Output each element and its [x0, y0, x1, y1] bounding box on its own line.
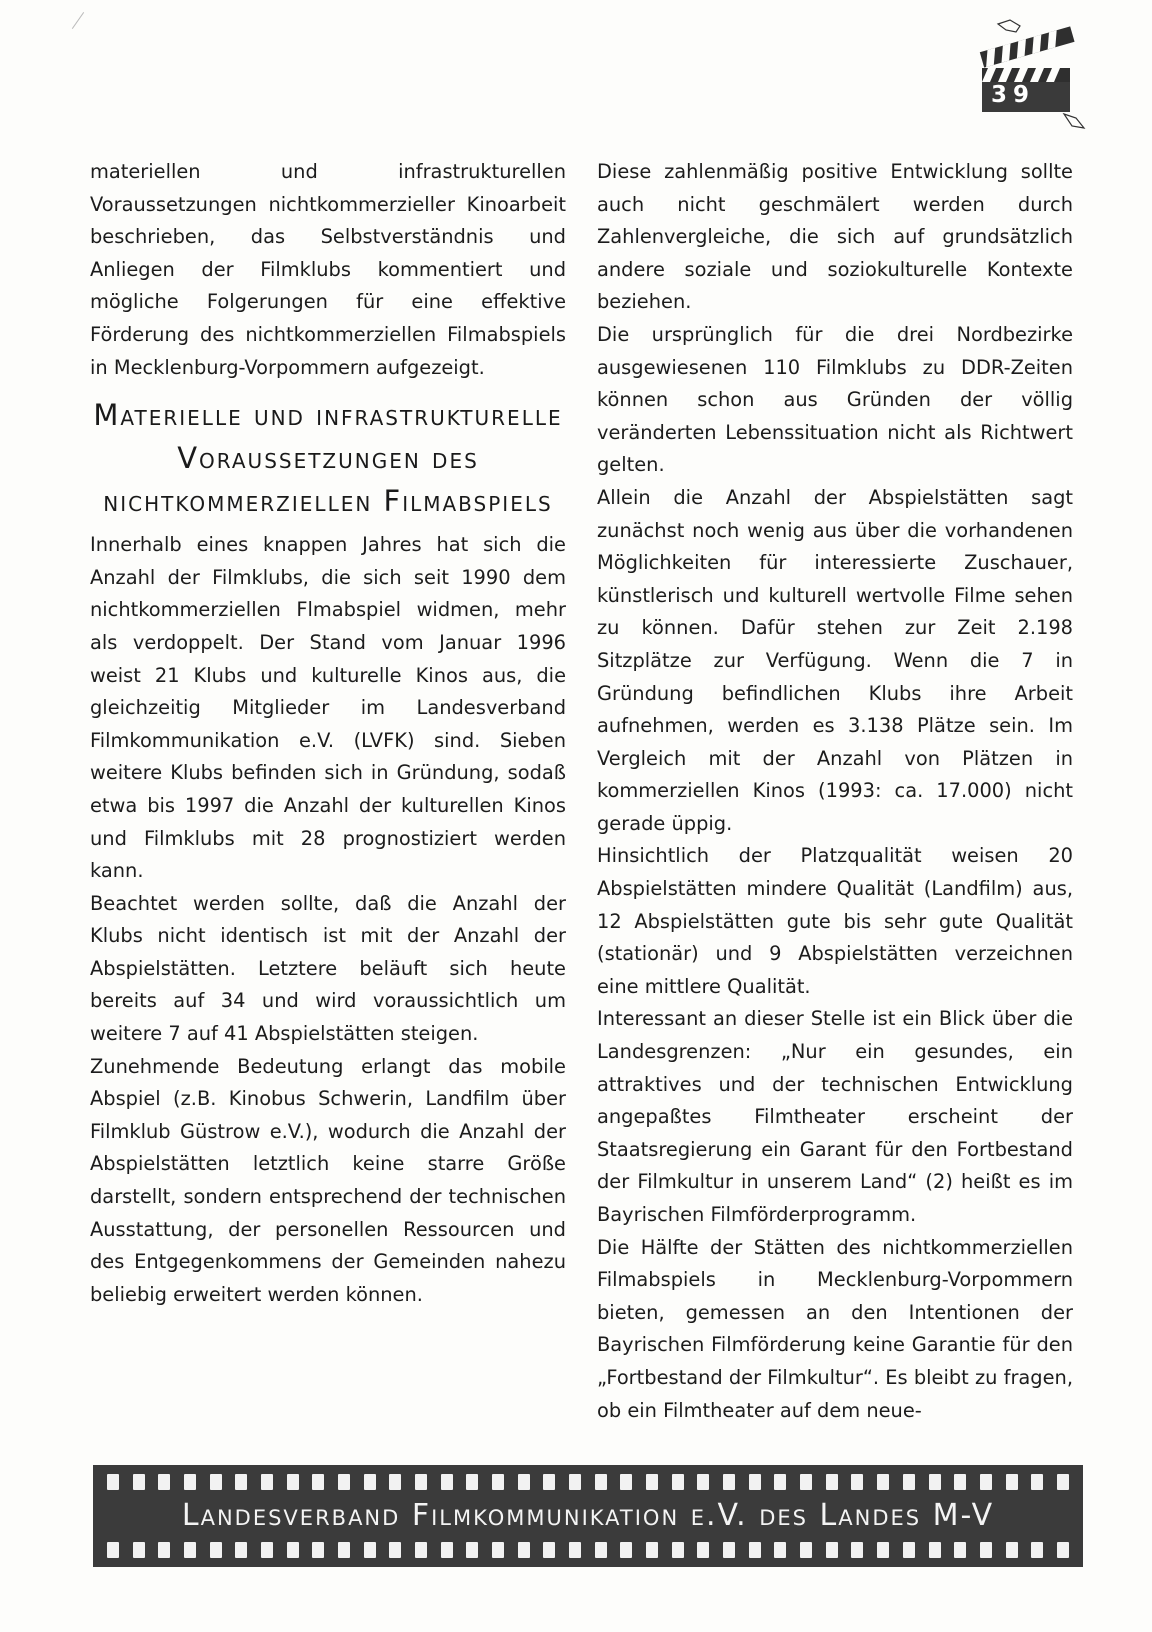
- sprocket-hole: [774, 1542, 786, 1558]
- sprocket-hole: [929, 1474, 941, 1490]
- sprocket-hole: [389, 1542, 401, 1558]
- sprocket-hole: [620, 1474, 632, 1490]
- sprocket-hole: [749, 1474, 761, 1490]
- sprocket-hole: [287, 1474, 299, 1490]
- sprocket-hole: [107, 1542, 119, 1558]
- sprocket-hole: [518, 1474, 530, 1490]
- sprocket-hole: [338, 1474, 350, 1490]
- sprocket-hole: [441, 1542, 453, 1558]
- sprocket-hole: [441, 1474, 453, 1490]
- body-paragraph: Innerhalb eines knappen Jahres hat sich die Anzahl der Filmklubs, die sich seit 1990 dem nichtkommerziellen Flmabspiel widmen, mehr als verdoppelt. Der Stand vom Januar 1996 weist 21 Klubs und kulturelle Kinos aus, die gleichzeitig Mitglieder im Landesverband Filmkommunikation e.V. (LVFK) sind. Sieben weitere Klubs befinden sich in Gründung, sodaß etwa bis 1997 die Anzahl der kulturellen Kinos und Filmklubs mit 28 prognostiziert werden kann.: [90, 533, 566, 883]
- intro-paragraph: materiellen und infrastrukturellen Voraussetzungen nichtkommerzieller Kinoarbeit beschrieben, das Selbstverständnis und Anliegen der Filmklubs kommentiert und mögliche Folgerungen für eine effektive Förderung des nichtkommerziellen Filmabspiels in Mecklenburg-Vorpommern aufgezeigt.: [90, 160, 566, 379]
- sprocket-hole: [646, 1542, 658, 1558]
- body-paragraph: Hinsichtlich der Platzqualität weisen 20 Abspielstätten mindere Qualität (Landfilm) aus, 12 Abspielstätten gute bis sehr gute Qualität (stationär) und 9 Abspielstätten verzeichnen eine mittlere Qualität.: [597, 844, 1073, 998]
- sprocket-hole: [210, 1542, 222, 1558]
- sprocket-hole: [1031, 1474, 1043, 1490]
- left-column: [90, 156, 566, 1311]
- sprocket-hole: [929, 1542, 941, 1558]
- sprocket-hole: [800, 1542, 812, 1558]
- sprocket-hole: [877, 1542, 889, 1558]
- sprocket-hole: [158, 1474, 170, 1490]
- sprocket-hole: [954, 1474, 966, 1490]
- sprocket-hole: [133, 1542, 145, 1558]
- sprocket-hole: [980, 1474, 992, 1490]
- sprocket-hole: [133, 1474, 145, 1490]
- sprocket-hole: [903, 1542, 915, 1558]
- sprocket-hole: [184, 1474, 196, 1490]
- sprocket-hole: [851, 1474, 863, 1490]
- body-paragraph: Die Hälfte der Stätten des nichtkommerziellen Filmabspiels in Mecklenburg-Vorpommern bieten, gemessen an den Intentionen der Bayrischen Filmförderung keine Garantie für den „Fortbestand der Filmkultur“. Es bleibt zu fragen, ob ein Filmtheater auf dem neue-: [597, 1235, 1073, 1422]
- sprocket-hole: [672, 1542, 684, 1558]
- sprocket-hole: [1057, 1474, 1069, 1490]
- sprocket-hole: [851, 1542, 863, 1558]
- body-paragraph: Beachtet werden sollte, daß die Anzahl der Klubs nicht identisch ist mit der Anzahl der Abspielstätten. Letztere beläuft sich heute bereits auf 34 und wird voraussichtlich um weitere 7 auf 41 Abspielstätten steigen.: [90, 891, 566, 1046]
- sprocket-hole: [466, 1542, 478, 1558]
- sprocket-hole: [595, 1474, 607, 1490]
- sprocket-hole: [235, 1542, 247, 1558]
- sprocket-hole: [184, 1542, 196, 1558]
- sprocket-hole: [723, 1474, 735, 1490]
- sprocket-hole: [338, 1542, 350, 1558]
- body-paragraph: Interessant an dieser Stelle ist ein Blick über die Landesgrenzen: „Nur ein gesundes, ein attraktives und der technischen Entwicklung angepaßtes Filmtheater erscheint der Staatsregierung ein Garant für den Fortbestand der Filmkultur in unserem Land“ (2) heißt es im Bayrischen Filmförderprogramm.: [597, 1007, 1073, 1226]
- sprocket-hole: [287, 1542, 299, 1558]
- sprocket-hole: [569, 1542, 581, 1558]
- sprocket-hole: [800, 1474, 812, 1490]
- section-heading: Materielle und infrastrukturelle Voraussetzungen des nichtkommerziellen Filmabspiels: [93, 398, 563, 519]
- sprocket-hole: [595, 1542, 607, 1558]
- sprocket-hole: [1031, 1542, 1043, 1558]
- sprocket-hole: [1006, 1474, 1018, 1490]
- sprocket-hole: [107, 1474, 119, 1490]
- sprocket-hole: [415, 1474, 427, 1490]
- body-paragraph: Die ursprünglich für die drei Nordbezirke ausgewiesenen 110 Filmklubs zu DDR-Zeiten können schon aus Gründen der völlig veränderten Lebenssituation nicht als Richtwert gelten.: [597, 322, 1073, 477]
- clapperboard-icon: [976, 18, 1086, 130]
- sprocket-hole: [1057, 1542, 1069, 1558]
- body-paragraph: Diese zahlenmäßig positive Entwicklung sollte auch nicht geschmälert werden durch Zahlenvergleiche, die sich auf grundsätzlich andere soziale und soziokulturelle Kontexte beziehen.: [597, 160, 1073, 314]
- scan-mark: [72, 12, 84, 29]
- sprocket-row-bottom: [93, 1542, 1083, 1558]
- right-column: [597, 156, 1073, 1427]
- sprocket-hole: [543, 1542, 555, 1558]
- sprocket-hole: [980, 1542, 992, 1558]
- body-paragraph: Zunehmende Bedeutung erlangt das mobile Abspiel (z.B. Kinobus Schwerin, Landfilm über Filmklub Güstrow e.V.), wodurch die Anzahl der Abspielstätten letztlich keine starre Größe darstellt, sondern entsprechend der technischen Ausstattung, der personellen Ressourcen und des Entgegenkommens der Gemeinden nahezu beliebig erweitert werden können.: [90, 1054, 566, 1306]
- sprocket-hole: [492, 1542, 504, 1558]
- sprocket-hole: [158, 1542, 170, 1558]
- sprocket-hole: [672, 1474, 684, 1490]
- sprocket-hole: [312, 1542, 324, 1558]
- sprocket-hole: [210, 1474, 222, 1490]
- sprocket-hole: [954, 1542, 966, 1558]
- sprocket-hole: [723, 1542, 735, 1558]
- sprocket-hole: [697, 1474, 709, 1490]
- page-number: 39: [990, 82, 1035, 108]
- sprocket-hole: [774, 1474, 786, 1490]
- sprocket-hole: [364, 1474, 376, 1490]
- sprocket-hole: [235, 1474, 247, 1490]
- sprocket-hole: [312, 1474, 324, 1490]
- sprocket-hole: [518, 1542, 530, 1558]
- sprocket-hole: [826, 1542, 838, 1558]
- sprocket-hole: [903, 1474, 915, 1490]
- film-strip-footer: [93, 1465, 1083, 1567]
- sprocket-hole: [261, 1474, 273, 1490]
- sprocket-hole: [569, 1474, 581, 1490]
- sprocket-hole: [364, 1542, 376, 1558]
- body-paragraph: Allein die Anzahl der Abspielstätten sagt zunächst noch wenig aus über die vorhandenen Möglichkeiten für interessierte Zuschauer, künstlerisch und kulturell wertvolle Filme sehen zu können. Dafür stehen zur Zeit 2.198 Sitzplätze zur Verfügung. Wenn die 7 in Gründung befindlichen Klubs ihre Arbeit aufnehmen, werden es 3.138 Plätze sein. Im Vergleich mit der Anzahl von Plätzen in kommerziellen Kinos (1993: ca. 17.000) nicht gerade üppig.: [597, 485, 1073, 835]
- sprocket-hole: [543, 1474, 555, 1490]
- sprocket-hole: [620, 1542, 632, 1558]
- sprocket-hole: [261, 1542, 273, 1558]
- sprocket-hole: [697, 1542, 709, 1558]
- sprocket-hole: [389, 1474, 401, 1490]
- sprocket-hole: [749, 1542, 761, 1558]
- sprocket-hole: [492, 1474, 504, 1490]
- sprocket-hole: [646, 1474, 658, 1490]
- sprocket-hole: [466, 1474, 478, 1490]
- sprocket-hole: [826, 1474, 838, 1490]
- sprocket-hole: [1006, 1542, 1018, 1558]
- sprocket-hole: [877, 1474, 889, 1490]
- sprocket-hole: [415, 1542, 427, 1558]
- sprocket-row-top: [93, 1474, 1083, 1490]
- footer-title: Landesverband Filmkommunikation e.V. des Landes M-V: [181, 1498, 995, 1533]
